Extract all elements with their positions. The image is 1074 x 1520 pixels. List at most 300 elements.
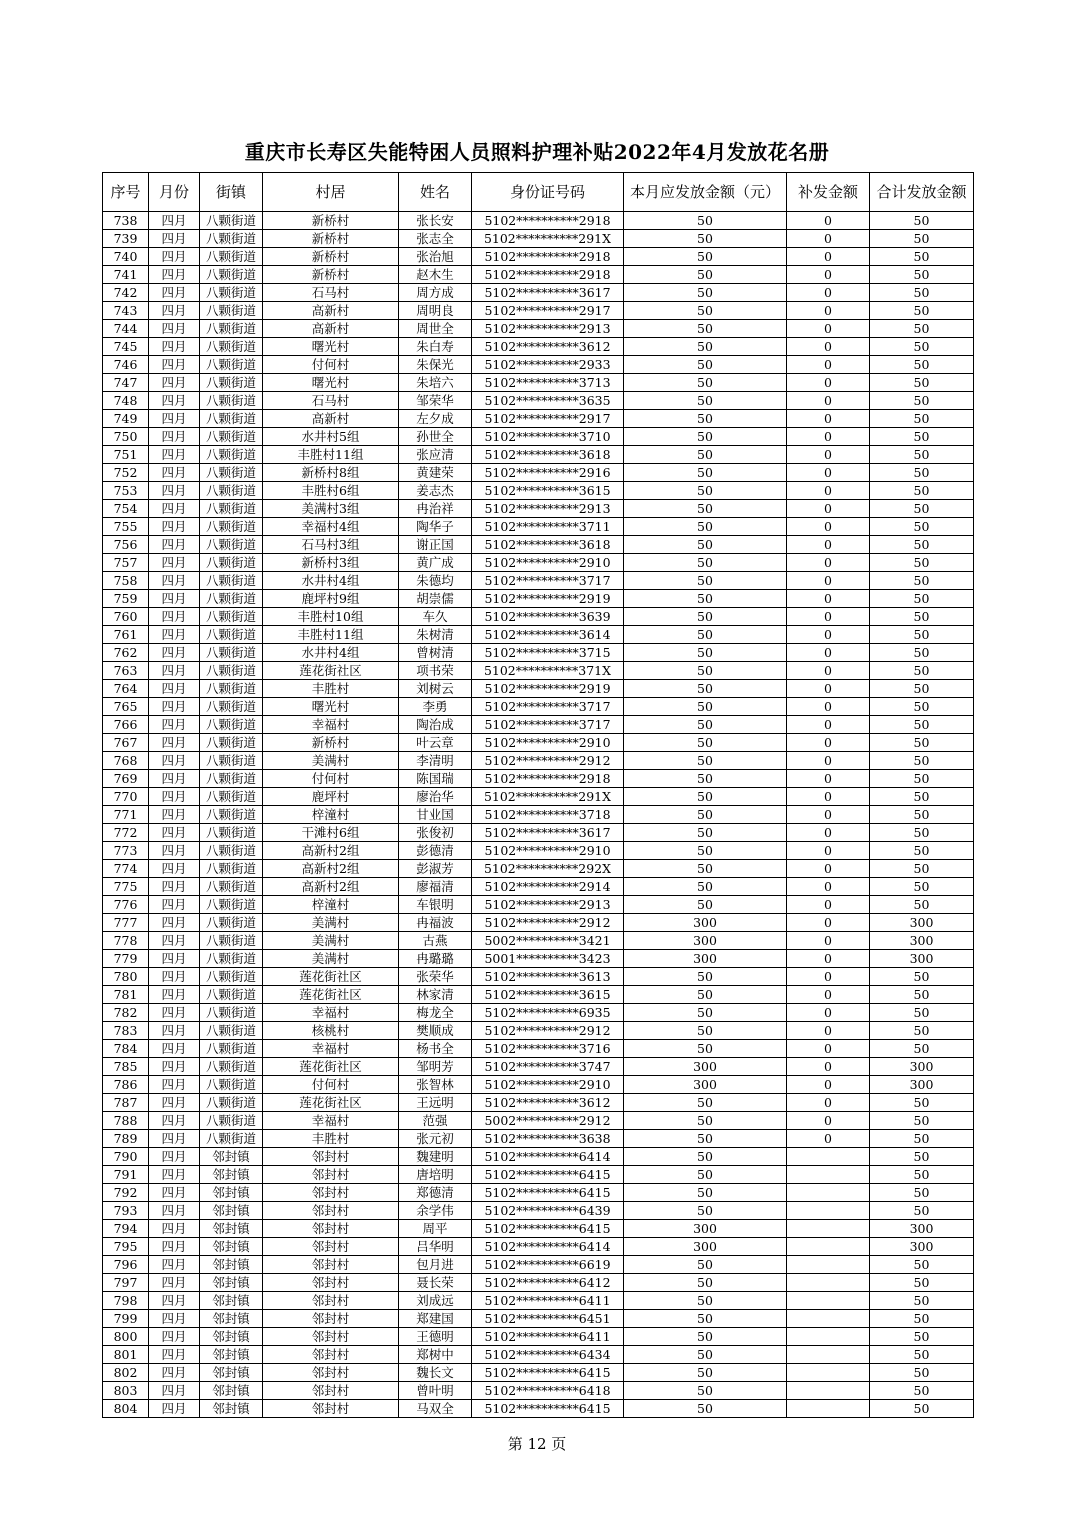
cell-amount-due: 50	[624, 212, 787, 230]
table-row	[103, 896, 974, 914]
cell-village: 邻封村	[263, 1310, 399, 1328]
cell-back-pay: 0	[787, 626, 870, 644]
cell-back-pay: 0	[787, 464, 870, 482]
table-row	[103, 1292, 974, 1310]
cell-total: 50	[870, 536, 974, 554]
cell-amount-due: 50	[624, 302, 787, 320]
cell-name: 周平	[399, 1220, 472, 1238]
cell-seq: 764	[103, 680, 149, 698]
table-row	[103, 1058, 974, 1076]
cell-back-pay: 0	[787, 1112, 870, 1130]
table-row	[103, 1220, 974, 1238]
table-row	[103, 374, 974, 392]
cell-id-number: 5102**********3618	[472, 446, 624, 464]
cell-amount-due: 50	[624, 248, 787, 266]
cell-month: 四月	[149, 680, 200, 698]
cell-seq: 751	[103, 446, 149, 464]
cell-total: 50	[870, 338, 974, 356]
cell-month: 四月	[149, 266, 200, 284]
cell-village: 新桥村	[263, 248, 399, 266]
cell-village: 新桥村	[263, 212, 399, 230]
table-row	[103, 860, 974, 878]
cell-town: 八颗街道	[200, 392, 263, 410]
cell-amount-due: 50	[624, 464, 787, 482]
cell-seq: 758	[103, 572, 149, 590]
cell-town: 八颗街道	[200, 734, 263, 752]
cell-month: 四月	[149, 914, 200, 932]
cell-total: 50	[870, 788, 974, 806]
cell-amount-due: 50	[624, 392, 787, 410]
cell-id-number: 5102**********292X	[472, 860, 624, 878]
cell-seq: 757	[103, 554, 149, 572]
cell-total: 50	[870, 266, 974, 284]
cell-back-pay	[787, 1382, 870, 1400]
cell-total: 50	[870, 302, 974, 320]
cell-name: 彭淑芳	[399, 860, 472, 878]
cell-back-pay	[787, 1400, 870, 1418]
cell-town: 八颗街道	[200, 410, 263, 428]
cell-seq: 801	[103, 1346, 149, 1364]
cell-name: 陶华子	[399, 518, 472, 536]
cell-town: 八颗街道	[200, 1058, 263, 1076]
cell-total: 50	[870, 1184, 974, 1202]
cell-name: 朱德均	[399, 572, 472, 590]
cell-back-pay: 0	[787, 608, 870, 626]
cell-village: 石马村	[263, 392, 399, 410]
cell-month: 四月	[149, 464, 200, 482]
cell-name: 胡崇儒	[399, 590, 472, 608]
cell-amount-due: 50	[624, 878, 787, 896]
cell-total: 50	[870, 320, 974, 338]
cell-total: 50	[870, 752, 974, 770]
cell-seq: 759	[103, 590, 149, 608]
cell-name: 梅龙全	[399, 1004, 472, 1022]
cell-village: 水井村5组	[263, 428, 399, 446]
cell-town: 八颗街道	[200, 554, 263, 572]
table-row	[103, 626, 974, 644]
cell-village: 水井村4组	[263, 572, 399, 590]
table-row	[103, 1148, 974, 1166]
cell-id-number: 5102**********6935	[472, 1004, 624, 1022]
cell-seq: 794	[103, 1220, 149, 1238]
cell-total: 50	[870, 428, 974, 446]
cell-total: 50	[870, 842, 974, 860]
cell-month: 四月	[149, 410, 200, 428]
cell-town: 八颗街道	[200, 374, 263, 392]
cell-back-pay: 0	[787, 1004, 870, 1022]
table-row	[103, 1022, 974, 1040]
cell-back-pay: 0	[787, 590, 870, 608]
cell-seq: 780	[103, 968, 149, 986]
cell-village: 新桥村	[263, 230, 399, 248]
cell-total: 50	[870, 356, 974, 374]
cell-town: 八颗街道	[200, 446, 263, 464]
cell-back-pay: 0	[787, 770, 870, 788]
cell-name: 林家清	[399, 986, 472, 1004]
cell-back-pay	[787, 1328, 870, 1346]
cell-id-number: 5102**********3718	[472, 806, 624, 824]
cell-seq: 772	[103, 824, 149, 842]
table-row	[103, 644, 974, 662]
cell-name: 郑建国	[399, 1310, 472, 1328]
cell-town: 八颗街道	[200, 932, 263, 950]
table-header-row	[103, 173, 974, 212]
cell-amount-due: 50	[624, 1256, 787, 1274]
cell-id-number: 5102**********3715	[472, 644, 624, 662]
cell-back-pay: 0	[787, 662, 870, 680]
cell-amount-due: 50	[624, 1310, 787, 1328]
cell-total: 50	[870, 464, 974, 482]
cell-seq: 741	[103, 266, 149, 284]
cell-back-pay: 0	[787, 788, 870, 806]
cell-seq: 795	[103, 1238, 149, 1256]
cell-total: 50	[870, 770, 974, 788]
cell-seq: 762	[103, 644, 149, 662]
cell-back-pay: 0	[787, 554, 870, 572]
cell-village: 莲花街社区	[263, 1058, 399, 1076]
table-row	[103, 1184, 974, 1202]
cell-id-number: 5102**********3613	[472, 968, 624, 986]
cell-name: 邹明芳	[399, 1058, 472, 1076]
cell-month: 四月	[149, 500, 200, 518]
cell-name: 冉璐璐	[399, 950, 472, 968]
cell-name: 张元初	[399, 1130, 472, 1148]
cell-town: 八颗街道	[200, 1004, 263, 1022]
header-amount-due: 本月应发放金额（元）	[624, 173, 787, 212]
cell-amount-due: 50	[624, 338, 787, 356]
cell-total: 50	[870, 1202, 974, 1220]
cell-amount-due: 50	[624, 1040, 787, 1058]
cell-id-number: 5102**********3612	[472, 338, 624, 356]
cell-village: 曙光村	[263, 338, 399, 356]
header-town: 街镇	[200, 173, 263, 212]
table-row	[103, 968, 974, 986]
cell-seq: 760	[103, 608, 149, 626]
cell-amount-due: 50	[624, 788, 787, 806]
cell-total: 50	[870, 1094, 974, 1112]
table-row	[103, 1094, 974, 1112]
cell-town: 八颗街道	[200, 878, 263, 896]
cell-back-pay: 0	[787, 446, 870, 464]
cell-month: 四月	[149, 1220, 200, 1238]
cell-back-pay: 0	[787, 734, 870, 752]
cell-id-number: 5102**********3612	[472, 1094, 624, 1112]
table-row	[103, 1382, 974, 1400]
cell-id-number: 5102**********6412	[472, 1274, 624, 1292]
cell-amount-due: 50	[624, 896, 787, 914]
cell-village: 莲花街社区	[263, 662, 399, 680]
cell-seq: 804	[103, 1400, 149, 1418]
cell-seq: 749	[103, 410, 149, 428]
cell-amount-due: 50	[624, 1274, 787, 1292]
cell-month: 四月	[149, 374, 200, 392]
cell-seq: 770	[103, 788, 149, 806]
cell-amount-due: 50	[624, 266, 787, 284]
cell-total: 50	[870, 374, 974, 392]
cell-village: 曙光村	[263, 698, 399, 716]
cell-total: 50	[870, 446, 974, 464]
header-name: 姓名	[399, 173, 472, 212]
cell-month: 四月	[149, 392, 200, 410]
cell-town: 八颗街道	[200, 1076, 263, 1094]
cell-total: 50	[870, 230, 974, 248]
cell-name: 张荣华	[399, 968, 472, 986]
cell-seq: 790	[103, 1148, 149, 1166]
cell-village: 石马村3组	[263, 536, 399, 554]
cell-town: 八颗街道	[200, 500, 263, 518]
cell-town: 八颗街道	[200, 680, 263, 698]
cell-back-pay	[787, 1292, 870, 1310]
cell-town: 八颗街道	[200, 338, 263, 356]
cell-month: 四月	[149, 1292, 200, 1310]
cell-seq: 774	[103, 860, 149, 878]
cell-total: 50	[870, 734, 974, 752]
cell-seq: 771	[103, 806, 149, 824]
cell-town: 八颗街道	[200, 824, 263, 842]
cell-month: 四月	[149, 1238, 200, 1256]
cell-amount-due: 300	[624, 1238, 787, 1256]
cell-seq: 756	[103, 536, 149, 554]
cell-seq: 768	[103, 752, 149, 770]
table-row	[103, 950, 974, 968]
cell-id-number: 5102**********2910	[472, 554, 624, 572]
cell-seq: 750	[103, 428, 149, 446]
cell-total: 50	[870, 1040, 974, 1058]
cell-seq: 781	[103, 986, 149, 1004]
table-row	[103, 410, 974, 428]
cell-month: 四月	[149, 716, 200, 734]
cell-back-pay: 0	[787, 356, 870, 374]
cell-id-number: 5102**********2912	[472, 752, 624, 770]
cell-name: 刘树云	[399, 680, 472, 698]
table-row	[103, 1076, 974, 1094]
cell-total: 50	[870, 284, 974, 302]
cell-id-number: 5102**********6415	[472, 1184, 624, 1202]
cell-month: 四月	[149, 1094, 200, 1112]
cell-month: 四月	[149, 896, 200, 914]
cell-total: 50	[870, 590, 974, 608]
cell-total: 50	[870, 1292, 974, 1310]
cell-village: 高新村2组	[263, 842, 399, 860]
cell-month: 四月	[149, 284, 200, 302]
cell-name: 刘成远	[399, 1292, 472, 1310]
cell-seq: 778	[103, 932, 149, 950]
cell-total: 300	[870, 950, 974, 968]
cell-amount-due: 300	[624, 1220, 787, 1238]
cell-town: 八颗街道	[200, 806, 263, 824]
cell-name: 张应清	[399, 446, 472, 464]
cell-total: 50	[870, 860, 974, 878]
cell-name: 谢正国	[399, 536, 472, 554]
cell-seq: 777	[103, 914, 149, 932]
cell-amount-due: 50	[624, 1346, 787, 1364]
cell-name: 姜志杰	[399, 482, 472, 500]
cell-total: 50	[870, 644, 974, 662]
cell-id-number: 5102**********6414	[472, 1148, 624, 1166]
cell-month: 四月	[149, 1256, 200, 1274]
cell-amount-due: 50	[624, 716, 787, 734]
table-row	[103, 230, 974, 248]
cell-month: 四月	[149, 572, 200, 590]
cell-town: 邻封镇	[200, 1220, 263, 1238]
cell-total: 50	[870, 968, 974, 986]
cell-month: 四月	[149, 302, 200, 320]
cell-month: 四月	[149, 950, 200, 968]
cell-village: 莲花街社区	[263, 968, 399, 986]
cell-amount-due: 50	[624, 536, 787, 554]
cell-back-pay: 0	[787, 320, 870, 338]
cell-village: 邻封村	[263, 1166, 399, 1184]
cell-month: 四月	[149, 860, 200, 878]
cell-village: 新桥村8组	[263, 464, 399, 482]
cell-name: 曾树清	[399, 644, 472, 662]
cell-town: 八颗街道	[200, 950, 263, 968]
cell-id-number: 5001**********3423	[472, 950, 624, 968]
cell-id-number: 5102**********2910	[472, 734, 624, 752]
cell-town: 八颗街道	[200, 662, 263, 680]
cell-village: 美满村3组	[263, 500, 399, 518]
cell-back-pay: 0	[787, 878, 870, 896]
table-row	[103, 338, 974, 356]
cell-back-pay: 0	[787, 968, 870, 986]
cell-town: 八颗街道	[200, 788, 263, 806]
cell-id-number: 5102**********2917	[472, 302, 624, 320]
cell-month: 四月	[149, 878, 200, 896]
cell-town: 八颗街道	[200, 590, 263, 608]
cell-name: 冉福波	[399, 914, 472, 932]
cell-name: 张智林	[399, 1076, 472, 1094]
cell-village: 邻封村	[263, 1184, 399, 1202]
cell-town: 八颗街道	[200, 644, 263, 662]
cell-back-pay: 0	[787, 248, 870, 266]
header-id-number: 身份证号码	[472, 173, 624, 212]
cell-seq: 797	[103, 1274, 149, 1292]
table-row	[103, 1130, 974, 1148]
cell-village: 高新村2组	[263, 878, 399, 896]
cell-amount-due: 50	[624, 806, 787, 824]
cell-total: 50	[870, 212, 974, 230]
cell-village: 邻封村	[263, 1382, 399, 1400]
cell-village: 莲花街社区	[263, 1094, 399, 1112]
cell-name: 马双全	[399, 1400, 472, 1418]
cell-name: 黄广成	[399, 554, 472, 572]
cell-name: 赵木生	[399, 266, 472, 284]
cell-month: 四月	[149, 968, 200, 986]
cell-town: 八颗街道	[200, 968, 263, 986]
cell-total: 50	[870, 1256, 974, 1274]
cell-village: 美满村	[263, 950, 399, 968]
cell-id-number: 5102**********2910	[472, 842, 624, 860]
cell-name: 张治旭	[399, 248, 472, 266]
cell-total: 50	[870, 1346, 974, 1364]
cell-amount-due: 50	[624, 1184, 787, 1202]
cell-total: 50	[870, 662, 974, 680]
cell-back-pay: 0	[787, 410, 870, 428]
cell-total: 50	[870, 572, 974, 590]
cell-total: 50	[870, 1382, 974, 1400]
cell-village: 邻封村	[263, 1274, 399, 1292]
cell-back-pay	[787, 1256, 870, 1274]
cell-month: 四月	[149, 482, 200, 500]
cell-amount-due: 50	[624, 410, 787, 428]
cell-amount-due: 50	[624, 1004, 787, 1022]
cell-month: 四月	[149, 1274, 200, 1292]
table-row	[103, 1274, 974, 1292]
cell-village: 高新村2组	[263, 860, 399, 878]
cell-name: 李勇	[399, 698, 472, 716]
table-row	[103, 1328, 974, 1346]
cell-village: 美满村	[263, 914, 399, 932]
cell-name: 朱培六	[399, 374, 472, 392]
cell-town: 八颗街道	[200, 302, 263, 320]
cell-name: 廖治华	[399, 788, 472, 806]
cell-town: 八颗街道	[200, 608, 263, 626]
table-row	[103, 698, 974, 716]
cell-back-pay	[787, 1346, 870, 1364]
cell-total: 300	[870, 932, 974, 950]
page-number: 第 12 页	[507, 1435, 567, 1453]
table-row	[103, 482, 974, 500]
cell-id-number: 5102**********3618	[472, 536, 624, 554]
cell-seq: 748	[103, 392, 149, 410]
cell-amount-due: 50	[624, 482, 787, 500]
cell-village: 水井村4组	[263, 644, 399, 662]
cell-amount-due: 50	[624, 374, 787, 392]
cell-back-pay: 0	[787, 572, 870, 590]
cell-total: 50	[870, 878, 974, 896]
cell-back-pay: 0	[787, 1076, 870, 1094]
cell-seq: 763	[103, 662, 149, 680]
table-row	[103, 680, 974, 698]
cell-total: 300	[870, 914, 974, 932]
cell-seq: 754	[103, 500, 149, 518]
cell-town: 八颗街道	[200, 716, 263, 734]
cell-month: 四月	[149, 1202, 200, 1220]
table-row	[103, 554, 974, 572]
cell-name: 车银明	[399, 896, 472, 914]
cell-village: 邻封村	[263, 1220, 399, 1238]
cell-back-pay: 0	[787, 1130, 870, 1148]
cell-name: 廖福清	[399, 878, 472, 896]
cell-amount-due: 50	[624, 1328, 787, 1346]
cell-village: 丰胜村10组	[263, 608, 399, 626]
cell-name: 王德明	[399, 1328, 472, 1346]
table-row	[103, 590, 974, 608]
cell-town: 八颗街道	[200, 482, 263, 500]
cell-id-number: 5102**********3614	[472, 626, 624, 644]
cell-amount-due: 50	[624, 284, 787, 302]
cell-id-number: 5102**********3635	[472, 392, 624, 410]
cell-village: 高新村	[263, 320, 399, 338]
cell-seq: 785	[103, 1058, 149, 1076]
cell-amount-due: 50	[624, 518, 787, 536]
table-row	[103, 248, 974, 266]
cell-total: 50	[870, 824, 974, 842]
cell-id-number: 5102**********3617	[472, 284, 624, 302]
cell-back-pay: 0	[787, 806, 870, 824]
cell-village: 丰胜村11组	[263, 626, 399, 644]
cell-seq: 784	[103, 1040, 149, 1058]
cell-total: 50	[870, 1328, 974, 1346]
cell-amount-due: 50	[624, 662, 787, 680]
cell-town: 邻封镇	[200, 1184, 263, 1202]
table-row	[103, 464, 974, 482]
cell-village: 干滩村6组	[263, 824, 399, 842]
cell-amount-due: 50	[624, 1022, 787, 1040]
table-row	[103, 284, 974, 302]
cell-back-pay: 0	[787, 302, 870, 320]
cell-village: 鹿坪村9组	[263, 590, 399, 608]
